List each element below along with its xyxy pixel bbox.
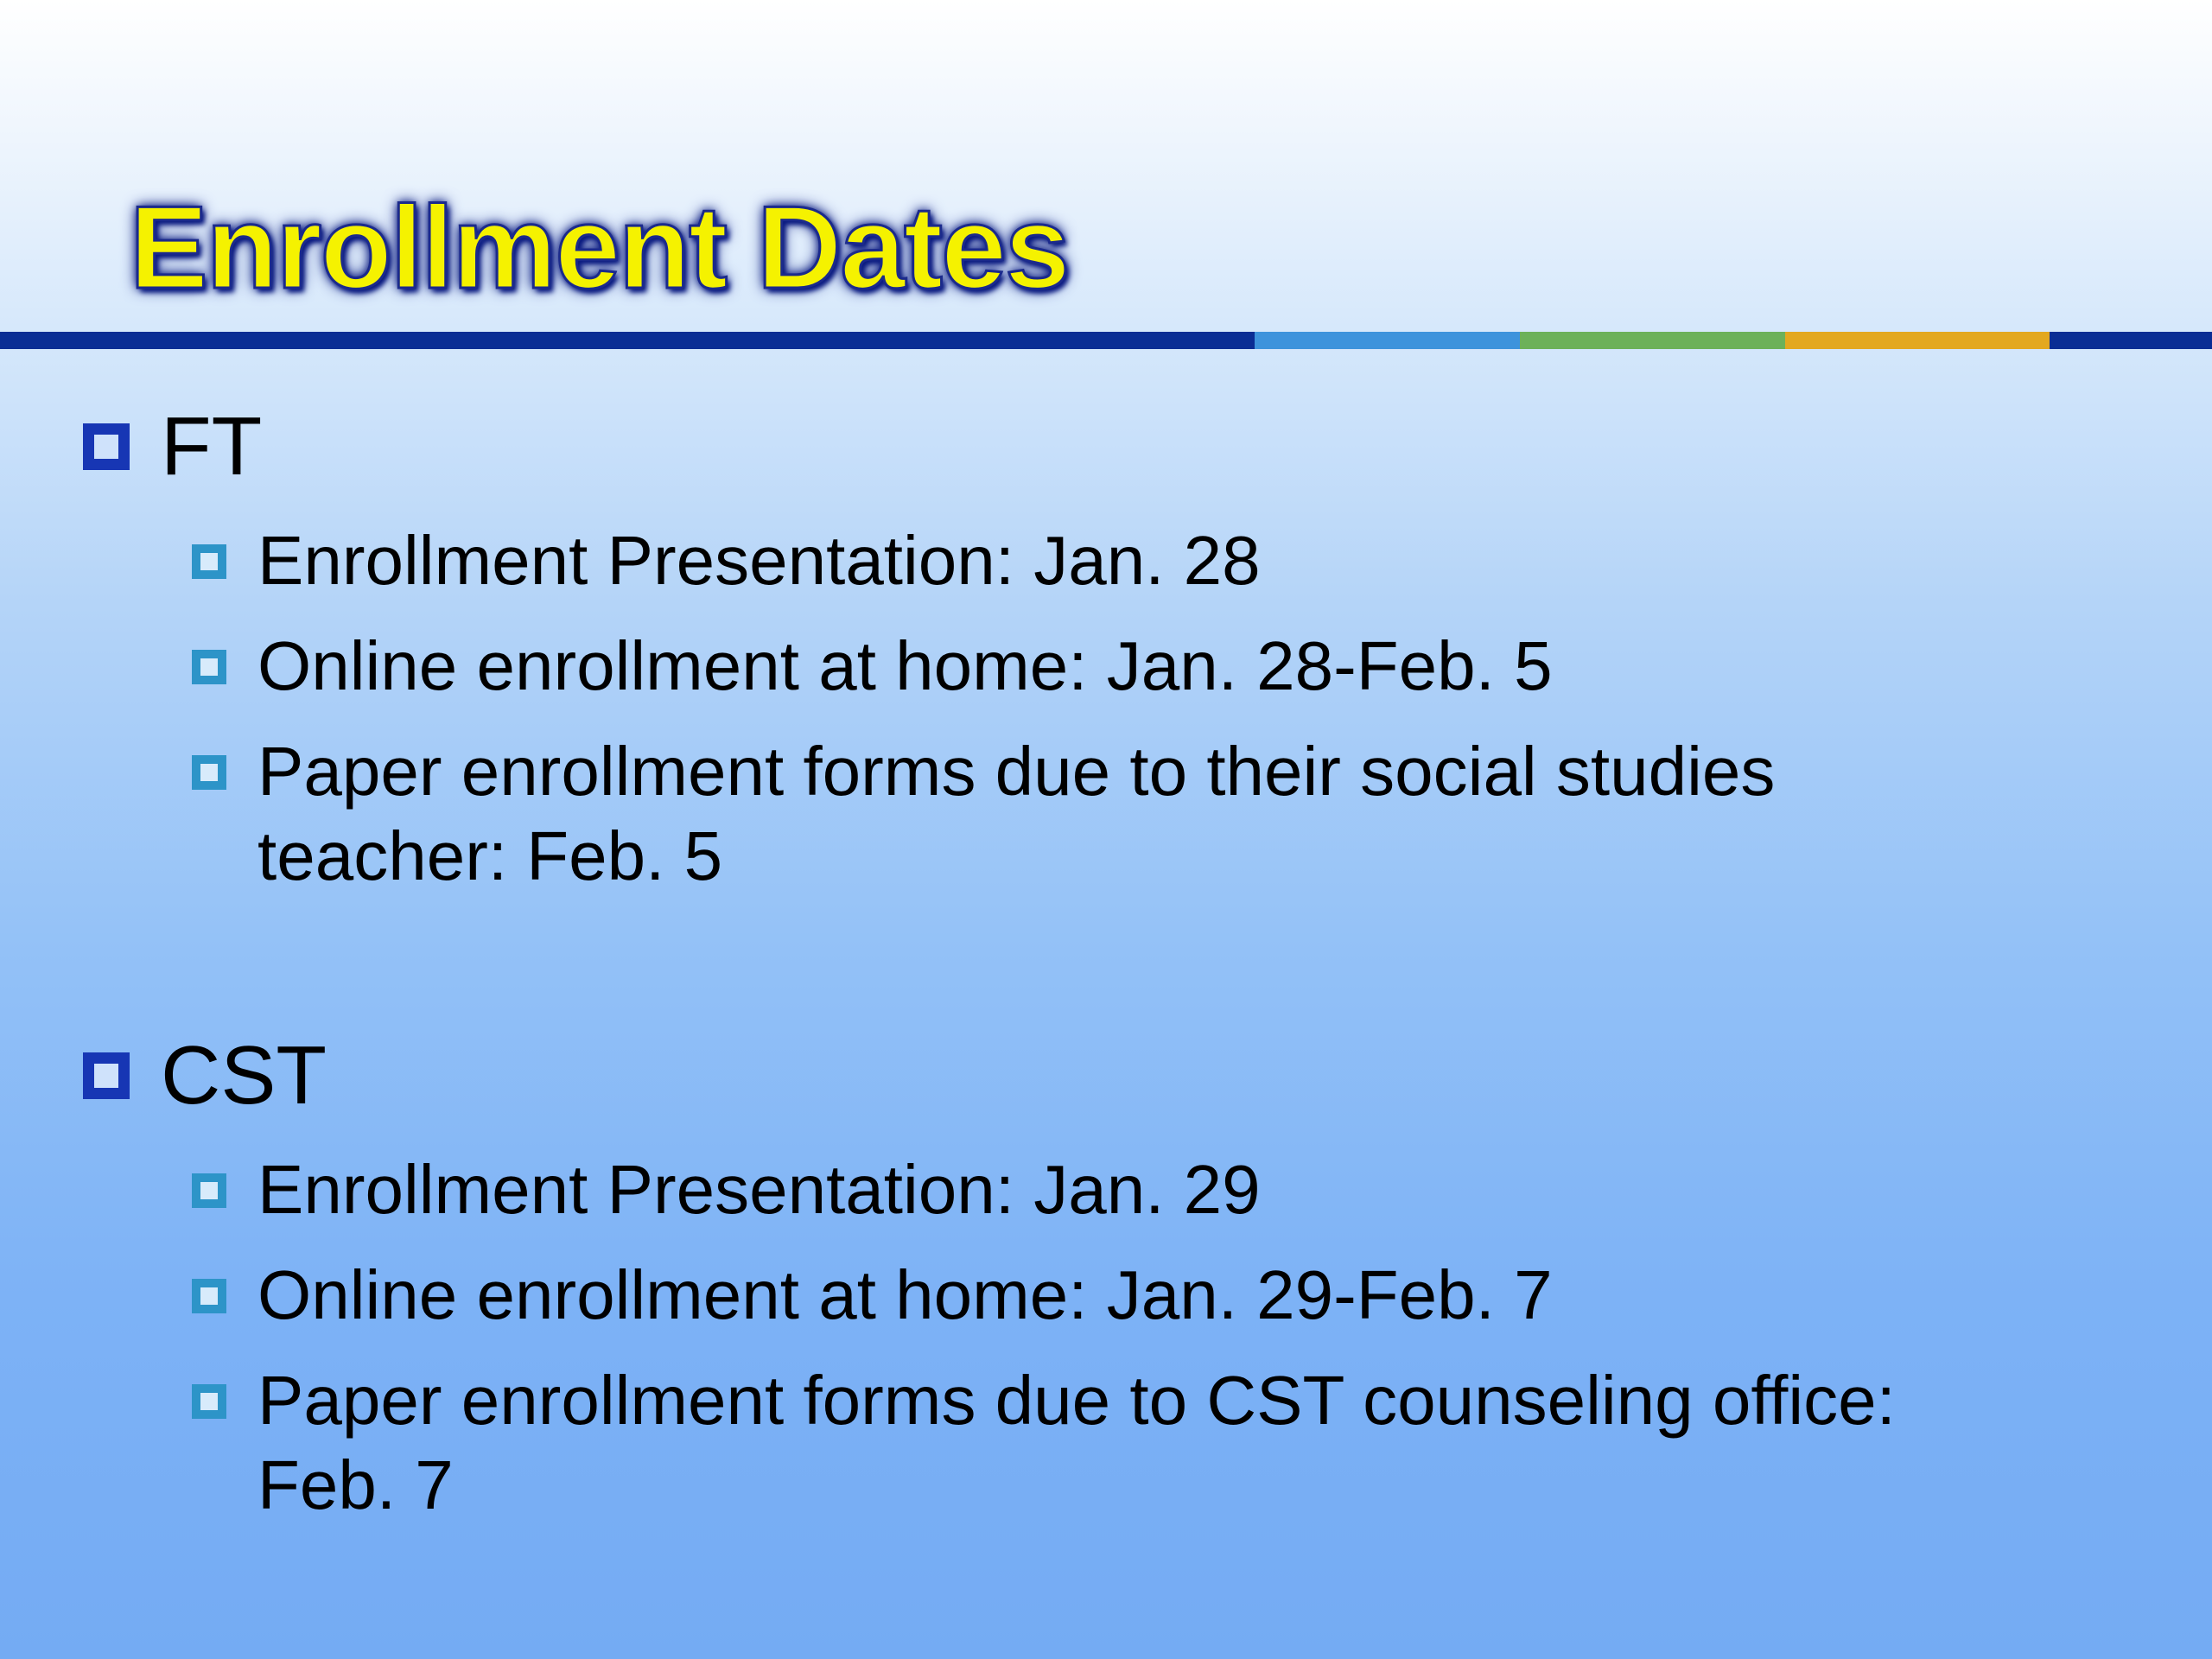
list-item <box>192 1358 1903 1528</box>
square-bullet-icon <box>192 1173 226 1208</box>
list-item <box>192 1253 2006 1338</box>
section-heading-cst <box>83 1028 327 1123</box>
list-item-text: Enrollment Presentation: Jan. 28 <box>257 522 1261 599</box>
list-item-text: Paper enrollment forms due to CST counseling office: Feb. 7 <box>257 1362 1896 1523</box>
square-bullet-icon <box>83 423 130 470</box>
list-item <box>192 729 1989 899</box>
list-item <box>192 624 2006 709</box>
square-bullet-icon <box>192 650 226 684</box>
square-bullet-icon <box>192 1384 226 1419</box>
square-bullet-icon <box>192 544 226 579</box>
slide-title: Enrollment Dates <box>130 181 1069 313</box>
list-item <box>192 1147 2006 1232</box>
section-heading-ft <box>83 399 262 494</box>
square-bullet-icon <box>192 755 226 790</box>
section-heading-label: FT <box>161 400 263 493</box>
list-item-text: Online enrollment at home: Jan. 28-Feb. 5 <box>257 627 1553 704</box>
square-bullet-icon <box>192 1279 226 1313</box>
list-item-text: Enrollment Presentation: Jan. 29 <box>257 1151 1261 1228</box>
list-item <box>192 518 2006 603</box>
section-heading-label: CST <box>161 1029 327 1122</box>
list-item-text: Paper enrollment forms due to their social studies teacher: Feb. 5 <box>257 733 1776 894</box>
square-bullet-icon <box>83 1052 130 1099</box>
list-item-text: Online enrollment at home: Jan. 29-Feb. 7 <box>257 1256 1553 1333</box>
